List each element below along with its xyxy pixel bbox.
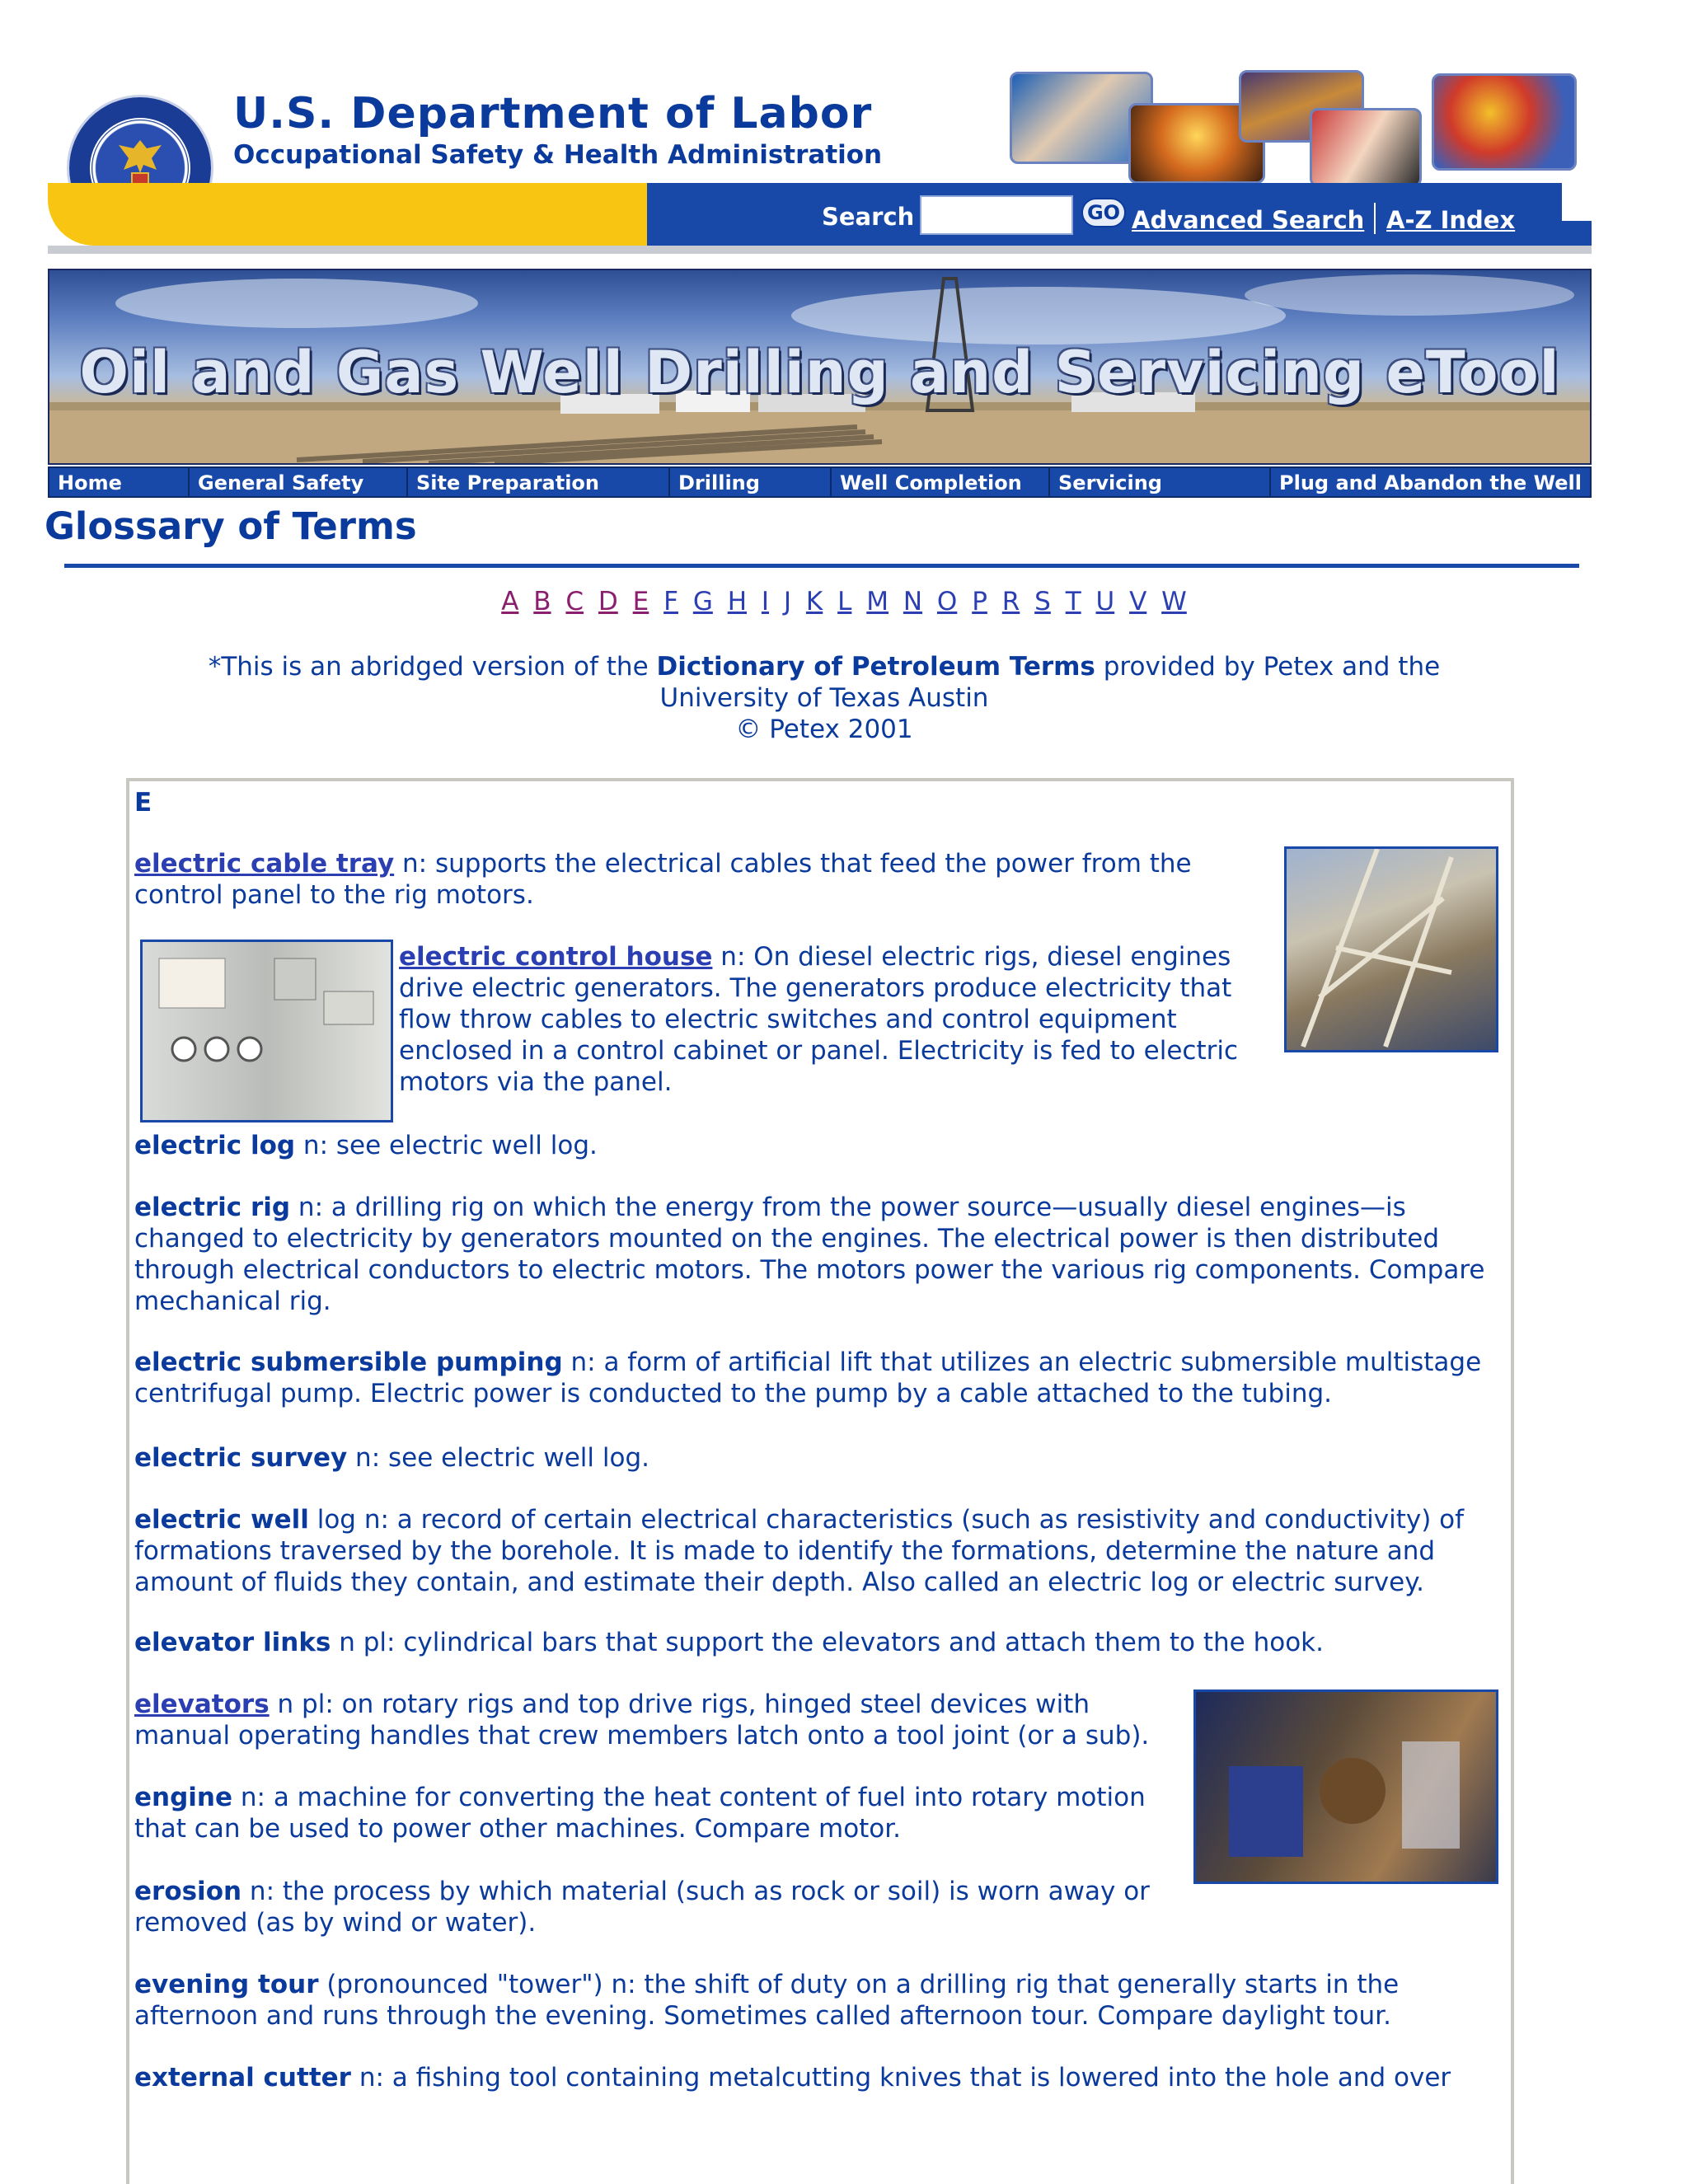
note-dictionary-name: Dictionary of Petroleum Terms [656, 652, 1095, 682]
definition: n: a drilling rig on which the energy from the power source—usually diesel engines—is [290, 1193, 1406, 1222]
entry-external-cutter [134, 2062, 1451, 2093]
entry-evening-tour [134, 1969, 1399, 2032]
term-name: electric log [134, 1131, 296, 1160]
header-gold-bar [48, 183, 649, 246]
page-title: Glossary of Terms [45, 504, 417, 548]
search-input[interactable] [920, 195, 1073, 235]
etool-banner [48, 269, 1592, 465]
entry-electric-submersible-pumping [134, 1347, 1481, 1409]
letter-link-w[interactable]: W [1161, 587, 1187, 616]
control-house-photo[interactable] [140, 940, 393, 1122]
entry-erosion [134, 1876, 1150, 1938]
term-name: erosion [134, 1877, 242, 1906]
nav-plug-and-abandon[interactable]: Plug and Abandon the Well [1279, 471, 1582, 494]
entry-electric-cable-tray [134, 848, 1192, 911]
letter-link-i[interactable]: I [761, 587, 770, 616]
go-button[interactable]: GO [1081, 198, 1126, 227]
definition: n: a fishing tool containing metalcutting knives that is lowered into the hole and over [350, 2063, 1451, 2093]
letter-link-m[interactable]: M [866, 587, 889, 616]
entry-electric-rig [134, 1192, 1484, 1317]
section-letter: E [134, 788, 152, 818]
source-note [0, 651, 1648, 745]
letter-link-n[interactable]: N [903, 587, 923, 616]
entry-electric-control-house [399, 941, 1238, 1098]
agency-subtitle: Occupational Safety & Health Administration [233, 140, 883, 170]
letter-link-d[interactable]: D [598, 587, 618, 616]
definition: n: a machine for converting the heat content of fuel into rotary motion [232, 1783, 1146, 1812]
definition: amount of fluids they contain, and estimate their depth. Also called an electric log or electric survey. [134, 1568, 1424, 1597]
definition: enclosed in a control cabinet or panel. Electricity is fed to electric [399, 1036, 1239, 1066]
entry-electric-survey [134, 1442, 649, 1474]
worker-photo-4 [1310, 108, 1422, 187]
letter-link-g[interactable]: G [692, 587, 713, 616]
alphabet-index [0, 587, 1688, 616]
letter-link-k[interactable]: K [805, 587, 823, 616]
rig-floor-graphic [1196, 1692, 1496, 1882]
term-link-elevators[interactable]: elevators [134, 1690, 270, 1719]
definition: n pl: on rotary rigs and top drive rigs, hinged steel devices with [269, 1690, 1090, 1719]
letter-link-v[interactable]: V [1129, 587, 1147, 616]
definition: n: see electric well log. [295, 1131, 598, 1160]
definition: changed to electricity by generators mounted on the engines. The electrical power is then distributed [134, 1224, 1440, 1254]
term-name: elevator links [134, 1628, 331, 1657]
letter-link-b[interactable]: B [533, 587, 551, 616]
entry-engine [134, 1782, 1146, 1844]
letter-link-f[interactable]: F [663, 587, 678, 616]
definition: mechanical rig. [134, 1286, 331, 1316]
term-name: evening tour [134, 1970, 319, 1999]
entry-electric-well-log [134, 1504, 1464, 1598]
definition: n: On diesel electric rigs, diesel engines [712, 942, 1231, 972]
search-label: Search [822, 203, 915, 231]
term-name: electric rig [134, 1193, 291, 1222]
definition: motors via the panel. [399, 1067, 673, 1097]
letter-link-c[interactable]: C [565, 587, 584, 616]
letter-link-h[interactable]: H [727, 587, 748, 616]
term-name: electric submersible pumping [134, 1347, 563, 1377]
definition: n: the process by which material (such as rock or soil) is worn away or [241, 1877, 1150, 1906]
elevators-photo[interactable] [1193, 1690, 1498, 1884]
term-name: engine [134, 1783, 233, 1812]
definition: (pronounced "tower") n: the shift of duty on a drilling rig that generally starts in the [318, 1970, 1400, 1999]
letter-link-l[interactable]: L [837, 587, 852, 616]
header-photo-strip [1010, 70, 1574, 185]
nav-site-preparation[interactable]: Site Preparation [408, 468, 670, 496]
definition: through electrical conductors to electric motors. The motors power the various rig components. Compare [134, 1255, 1485, 1285]
note-line-3: © Petex 2001 [735, 715, 913, 744]
letter-link-e[interactable]: E [632, 587, 649, 616]
term-link-electric-cable-tray[interactable]: electric cable tray [134, 849, 395, 879]
note-line-1 [0, 651, 1648, 682]
header-blue-bar-end [1562, 221, 1592, 246]
header-shadow [48, 246, 1592, 254]
letter-link-u[interactable]: U [1095, 587, 1115, 616]
definition: formations traversed by the borehole. It is made to identify the formations, determine the nature and [134, 1536, 1436, 1566]
letter-link-o[interactable]: O [936, 587, 958, 616]
definition: afternoon and runs through the evening. Sometimes called afternoon tour. Compare daylight tour. [134, 2001, 1391, 2031]
entry-elevators [134, 1689, 1149, 1751]
nav-home[interactable]: Home [49, 468, 190, 496]
note-suffix: provided by Petex and the [1095, 652, 1441, 682]
definition: n: see electric well log. [347, 1443, 649, 1473]
rig-structure-graphic [1287, 849, 1496, 1050]
note-line-2: University of Texas Austin [659, 683, 989, 713]
letter-link-r[interactable]: R [1001, 587, 1020, 616]
definition: drive electric generators. The generators produce electricity that [399, 973, 1232, 1003]
letter-link-t[interactable]: T [1065, 587, 1081, 616]
definition: centrifugal pump. Electric power is conducted to the pump by a cable attached to the tubing. [134, 1379, 1333, 1408]
nav-general-safety[interactable]: General Safety [190, 468, 408, 496]
entry-elevator-links [134, 1627, 1324, 1658]
definition: n: a form of artificial lift that utilizes an electric submersible multistage [562, 1347, 1482, 1377]
definition: n pl: cylindrical bars that support the elevators and attach them to the hook. [331, 1628, 1324, 1657]
worker-photo-5 [1432, 73, 1577, 171]
title-divider [64, 564, 1579, 568]
letter-link-j[interactable]: J [783, 587, 792, 616]
term-name: electric well [134, 1505, 309, 1535]
term-name: electric survey [134, 1443, 348, 1473]
nav-servicing[interactable]: Servicing [1050, 468, 1271, 496]
note-prefix: *This is an abridged version of the [208, 652, 657, 682]
definition: manual operating handles that crew members latch onto a tool joint (or a sub). [134, 1721, 1150, 1750]
az-index-link[interactable]: A-Z Index [1386, 206, 1516, 234]
definition: removed (as by wind or water). [134, 1908, 537, 1938]
header-link-separator [1374, 203, 1376, 234]
cable-tray-photo[interactable] [1284, 846, 1498, 1052]
letter-link-p[interactable]: P [972, 587, 987, 616]
term-link-electric-control-house[interactable]: electric control house [399, 942, 713, 972]
department-title: U.S. Department of Labor [233, 89, 873, 138]
definition: that can be used to power other machines. Compare motor. [134, 1814, 902, 1844]
advanced-search-link[interactable]: Advanced Search [1132, 206, 1365, 234]
definition: log n: a record of certain electrical characteristics (such as resistivity and conductivity) of [308, 1505, 1465, 1535]
main-nav [48, 466, 1592, 498]
control-panel-graphic [143, 942, 391, 1120]
definition: flow throw cables to electric switches and control equipment [399, 1005, 1177, 1034]
letter-link-s[interactable]: S [1034, 587, 1051, 616]
entry-electric-log [134, 1130, 598, 1161]
banner-title: Oil and Gas Well Drilling and Servicing eTool [79, 339, 1560, 406]
term-name: external cutter [134, 2063, 351, 2093]
nav-well-completion[interactable]: Well Completion [832, 468, 1050, 496]
letter-link-a[interactable]: A [501, 587, 519, 616]
definition: control panel to the rig motors. [134, 880, 534, 910]
nav-drilling[interactable]: Drilling [670, 468, 832, 496]
definition: n: supports the electrical cables that feed the power from the [394, 849, 1192, 879]
